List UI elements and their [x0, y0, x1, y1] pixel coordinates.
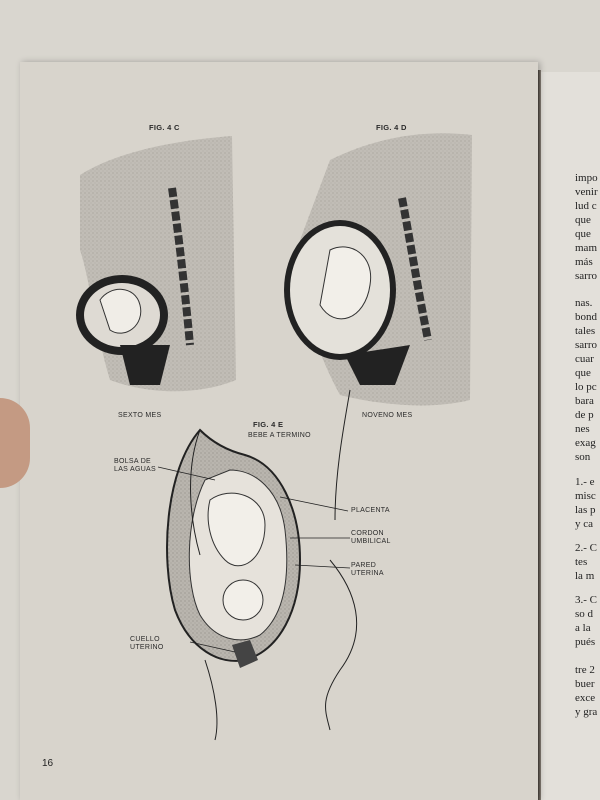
right-text-line: que: [575, 228, 591, 240]
right-text-line: sarro: [575, 339, 597, 351]
right-text-line: lo pc: [575, 381, 597, 393]
fig-4e-caption: BEBE A TERMINO: [248, 432, 311, 439]
right-text-line: lud c: [575, 200, 597, 212]
page-number: 16: [42, 758, 54, 769]
right-text-line: nas.: [575, 297, 593, 309]
right-text-line: que: [575, 214, 591, 226]
right-text-line: exce: [575, 692, 596, 704]
right-text-line: exag: [575, 437, 596, 449]
right-text-line: las p: [575, 504, 596, 516]
right-text-line: mam: [575, 242, 597, 254]
right-text-line: 2.- C: [575, 542, 597, 554]
right-text-line: sarro: [575, 270, 597, 282]
fig-4d-drawing: [284, 133, 472, 405]
label-bolsa: BOLSA DE LAS AGUAS: [114, 458, 156, 474]
right-text-line: tre 2: [575, 664, 595, 676]
fig-4e-title: FIG. 4 E: [253, 420, 284, 429]
fig-4c-title: FIG. 4 C: [149, 123, 180, 132]
fig-4c-caption: SEXTO MES: [118, 412, 162, 419]
right-text-line: son: [575, 451, 591, 463]
right-text-line: 3.- C: [575, 594, 597, 606]
right-text-line: buer: [575, 678, 595, 690]
right-text-line: impo: [575, 172, 598, 184]
label-pared: PARED UTERINA: [351, 562, 384, 578]
right-text-line: so d: [575, 608, 594, 620]
label-cuello: CUELLO UTERINO: [130, 636, 164, 652]
right-text-line: a la: [575, 622, 591, 634]
right-text-line: de p: [575, 409, 594, 421]
right-text-line: y ca: [575, 518, 594, 530]
right-text-line: bara: [575, 395, 594, 407]
right-text-line: misc: [575, 490, 596, 502]
fig-4e-drawing: [167, 390, 357, 740]
right-text-line: 1.- e: [575, 476, 595, 488]
right-text-line: la m: [575, 570, 595, 582]
right-text-line: nes: [575, 423, 590, 435]
right-text-line: y gra: [575, 706, 598, 718]
label-cordon: CORDON UMBILICAL: [351, 530, 391, 546]
right-text-line: que: [575, 367, 591, 379]
right-text-line: cuar: [575, 353, 594, 365]
fig-4d-title: FIG. 4 D: [376, 123, 407, 132]
right-text-line: tes: [575, 556, 588, 568]
right-text-line: bond: [575, 311, 597, 323]
right-text-line: tales: [575, 325, 596, 337]
fig-4d-caption: NOVENO MES: [362, 412, 413, 419]
fig-4c-drawing: [76, 136, 236, 391]
right-text-line: pués: [575, 636, 596, 648]
label-placenta: PLACENTA: [351, 507, 390, 514]
right-text-line: más: [575, 256, 593, 268]
right-text-line: venir: [575, 186, 598, 198]
